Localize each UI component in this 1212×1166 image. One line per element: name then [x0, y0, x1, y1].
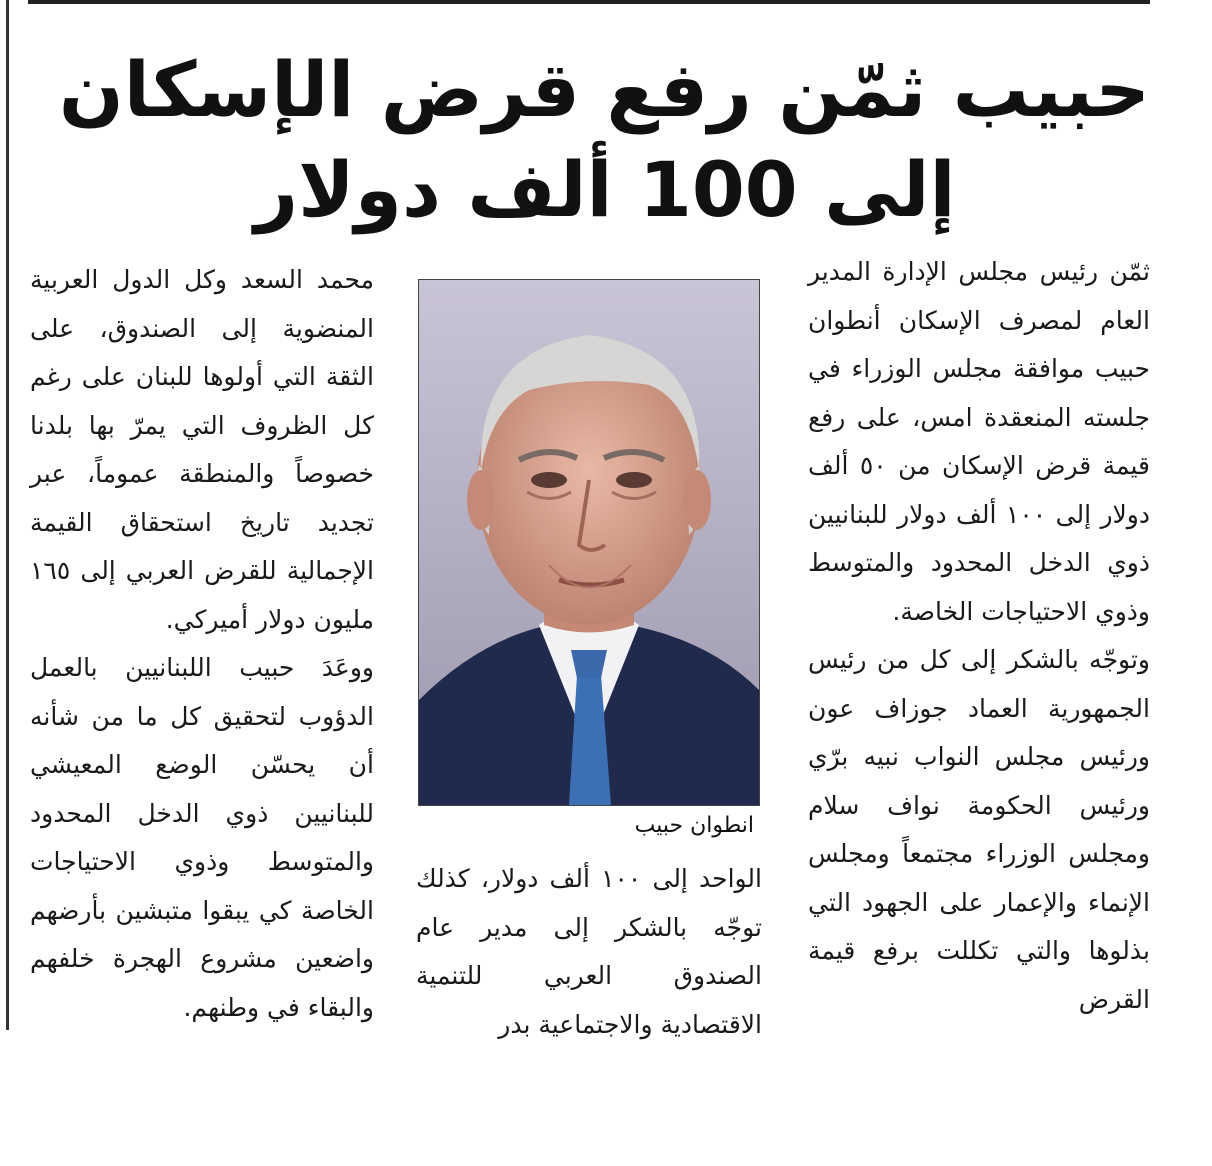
- headline-line-1: حبيب ثمّن رفع قرض الإسكان: [58, 45, 1150, 134]
- top-rule: [28, 0, 1150, 4]
- headline-line-2: إلى 100 ألف دولار: [254, 145, 956, 234]
- paragraph: ووعَدَ حبيب اللبنانيين بالعمل الدؤوب لتحقيق كل ما من شأنه أن يحسّن الوضع المعيشي للبنانيين ذوي الدخل المحدود والمتوسط وذوي الاحتياجات الخاصة كي يبقوا متبشين بأرضهم واضعين مشروع الهجرة خلفهم والبقاء في وطنهم.: [30, 653, 374, 1022]
- left-column-rule: [6, 0, 9, 1030]
- paragraph: وتوجّه بالشكر إلى كل من رئيس الجمهورية العماد جوزاف عون ورئيس مجلس النواب نبيه برّي ورئيس الحكومة نواف سلام ومجلس الوزراء مجتمعاً ومجلس الإنماء والإعمار على الجهود التي بذلوها والتي تكللت برفع قيمة القرض: [808, 645, 1150, 1014]
- paragraph: ثمّن رئيس مجلس الإدارة المدير العام لمصرف الإسكان أنطوان حبيب موافقة مجلس الوزراء في جلسته المنعقدة امس، على رفع قيمة قرض الإسكان من ٥٠ ألف دولار إلى ١٠٠ ألف دولار للبنانيين ذوي الدخل المحدود والمتوسط وذوي الاحتياجات الخاصة.: [808, 257, 1151, 626]
- article-column-middle: [416, 855, 762, 1049]
- paragraph: محمد السعد وكل الدول العربية المنضوية إلى الصندوق، على الثقة التي أولوها للبنان على رغم كل الظروف التي يمرّ بها بلدنا خصوصاً والمنطقة عموماً، عبر تجديد تاريخ استحقاق القيمة الإجمالية للقرض العربي إلى ١٦٥ مليون دولار أميركي.: [30, 265, 374, 634]
- portrait-illustration: [419, 280, 759, 805]
- headline: [60, 40, 1150, 240]
- photo-caption: انطوان حبيب: [634, 813, 754, 838]
- article-column-left: [30, 256, 374, 1032]
- paragraph: الواحد إلى ١٠٠ ألف دولار، كذلك توجّه بالشكر إلى مدير عام الصندوق العربي للتنمية الاقتصادية والاجتماعية بدر: [416, 864, 762, 1039]
- portrait-photo: [418, 279, 760, 806]
- article-column-right: [808, 248, 1150, 1024]
